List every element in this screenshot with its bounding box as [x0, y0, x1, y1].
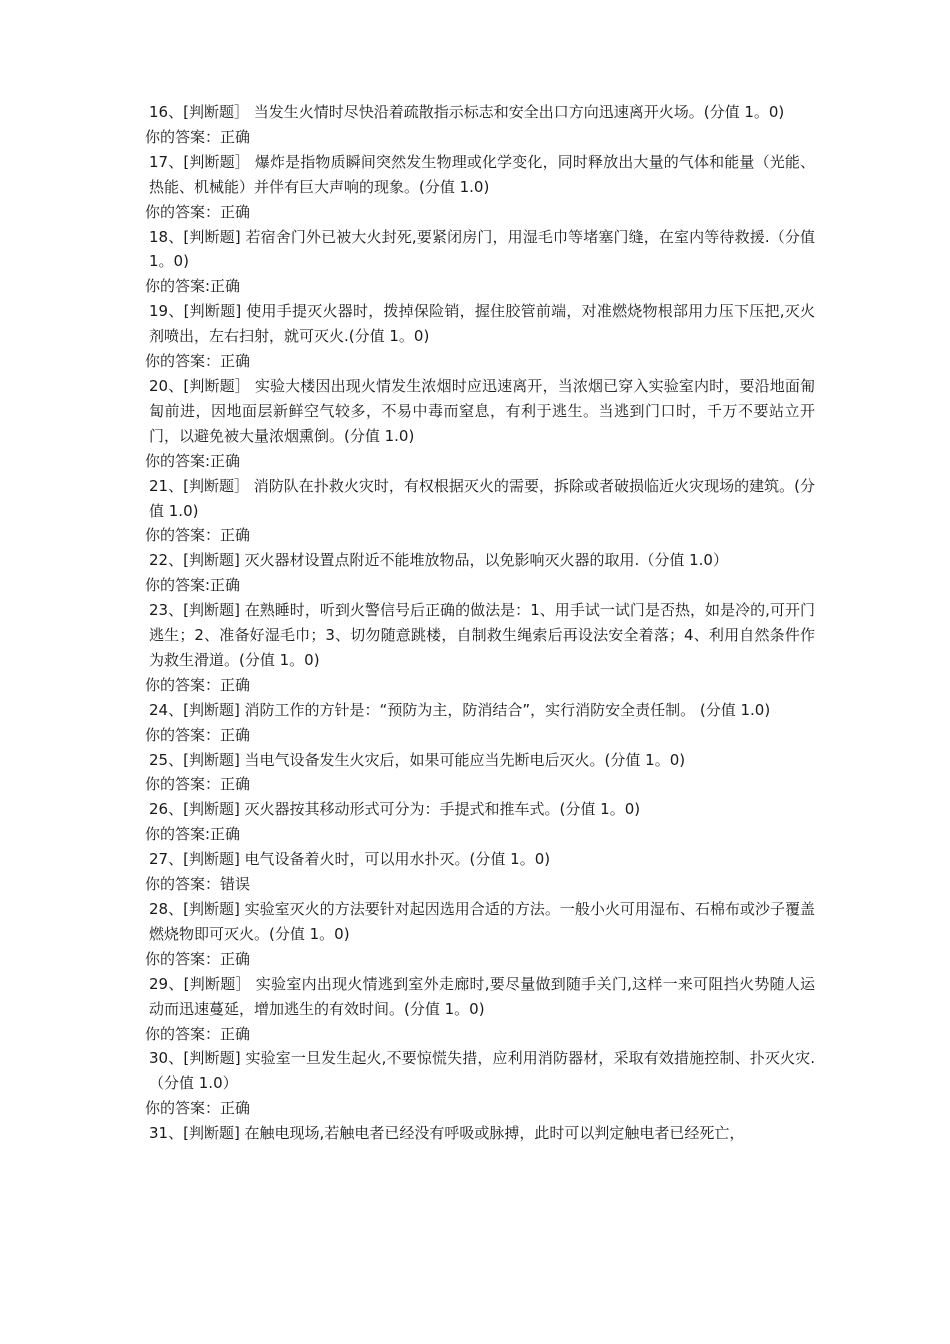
question-text: 18、[判断题] 若宿舍门外已被大火封死,要紧闭房门，用湿毛巾等堵塞门缝，在室内等待救援.（分值 1。0): [149, 227, 815, 271]
question-20: [145, 374, 815, 474]
answer-text: 你的答案：正确: [145, 202, 251, 221]
answer-text: 你的答案：正确: [145, 1024, 251, 1043]
answer-text: 你的答案：正确: [145, 949, 251, 968]
question-text: 22、[判断题] 灭火器材设置点附近不能堆放物品，以免影响灭火器的取用.（分值 1.0）: [149, 551, 728, 570]
answer-text: 你的答案：正确: [145, 675, 251, 694]
question-18: [145, 225, 815, 300]
question-26: [145, 797, 815, 847]
question-25: [145, 748, 815, 798]
question-text: 27、[判断题] 电气设备着火时，可以用水扑灭。(分值 1。0): [149, 850, 551, 869]
question-31: [145, 1121, 815, 1146]
question-text: 16、[判断题］ 当发生火情时尽快沿着疏散指示标志和安全出口方向迅速离开火场。(分值 1。0): [149, 103, 785, 121]
question-28: [145, 897, 815, 972]
answer-text: 你的答案:正确: [145, 825, 241, 844]
answer-text: 你的答案：正确: [145, 1099, 251, 1118]
question-21: [145, 474, 815, 549]
question-text: 19、[判断题] 使用手提灭火器时，拨掉保险销，握住胶管前端，对准燃烧物根部用力压下压把,灭火剂喷出，左右扫射，就可灭火.(分值 1。0): [149, 302, 815, 346]
answer-text: 你的答案:正确: [145, 277, 241, 296]
question-text: 17、[判断题］ 爆炸是指物质瞬间突然发生物理或化学变化，同时释放出大量的气体和能量（光能、热能、机械能）并伴有巨大声响的现象。(分值 1.0): [149, 152, 815, 196]
answer-text: 你的答案：正确: [145, 127, 251, 146]
question-17: [145, 150, 815, 225]
answer-text: 你的答案:正确: [145, 576, 241, 595]
question-19: [145, 299, 815, 374]
question-23: [145, 598, 815, 698]
question-16: [145, 100, 815, 150]
question-text: 29、[判断题］ 实验室内出现火情逃到室外走廊时,要尽量做到随手关门,这样一来可阻挡火势随人运动而迅速蔓延，增加逃生的有效时间。(分值 1。0): [149, 974, 815, 1018]
answer-text: 你的答案：错误: [145, 875, 251, 894]
question-30: [145, 1046, 815, 1121]
question-text: 25、[判断题] 当电气设备发生火灾后，如果可能应当先断电后灭火。(分值 1。0): [149, 750, 686, 769]
question-text: 20、[判断题］ 实验大楼因出现火情发生浓烟时应迅速离开，当浓烟已穿入实验室内时，要沿地面匍匐前进，因地面层新鲜空气较多，不易中毒而窒息，有利于逃生。当逃到门口时，千万不要站立开门，以避免被大量浓烟熏倒。(分值 1.0): [149, 376, 815, 445]
answer-text: 你的答案：正确: [145, 352, 251, 371]
question-24: [145, 698, 815, 748]
question-text: 28、[判断题] 实验室灭火的方法要针对起因选用合适的方法。一般小火可用湿布、石棉布或沙子覆盖燃烧物即可灭火。(分值 1。0): [149, 900, 815, 943]
question-text: 31、[判断题] 在触电现场,若触电者已经没有呼吸或脉搏，此时可以判定触电者已经死亡，: [149, 1124, 745, 1143]
question-text: 23、[判断题] 在熟睡时，听到火警信号后正确的做法是：1、用手试一试门是否热，如是冷的,可开门逃生；2、准备好湿毛巾；3、切勿随意跳楼，自制救生绳索后再设法安全着落；4、利用自然条件作为救生滑道。(分值 1。0): [149, 601, 815, 669]
question-29: [145, 972, 815, 1047]
question-27: [145, 847, 815, 897]
question-text: 30、[判断题] 实验室一旦发生起火,不要惊慌失措，应利用消防器材，采取有效措施控制、扑灭火灾.（分值 1.0）: [149, 1049, 815, 1093]
answer-text: 你的答案:正确: [145, 451, 241, 470]
answer-text: 你的答案：正确: [145, 526, 251, 545]
question-22: [145, 548, 815, 598]
question-text: 24、[判断题] 消防工作的方针是：“预防为主，防消结合”，实行消防安全责任制。 (分值 1.0): [149, 700, 771, 719]
document-page: [145, 100, 815, 1146]
question-text: 21、[判断题］ 消防队在扑救火灾时，有权根据灭火的需要，拆除或者破损临近火灾现场的建筑。(分值 1.0): [149, 476, 815, 520]
answer-text: 你的答案：正确: [145, 725, 251, 744]
question-text: 26、[判断题] 灭火器按其移动形式可分为：手提式和推车式。(分值 1。0): [149, 800, 641, 819]
answer-text: 你的答案：正确: [145, 775, 251, 794]
